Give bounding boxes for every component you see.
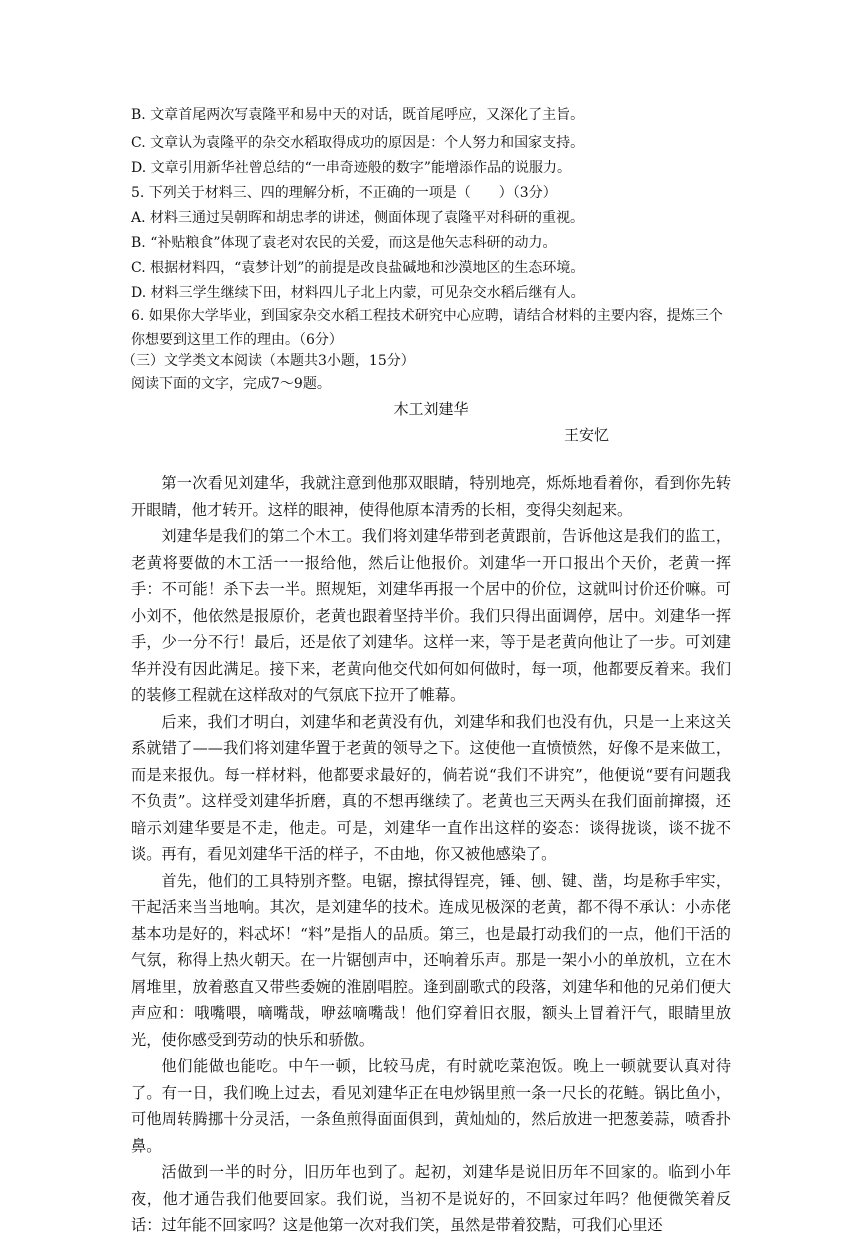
story-paragraph: 刘建华是我们的第二个木工。我们将刘建华带到老黄跟前，告诉他这是我们的监工，老黄将要做的木工活一一报给他，然后让他报价。刘建华一开口报出个天价，老黄一挥手：不可能！杀下去一半。照规矩，刘建华再报一个居中的价位，这就叫讨价还价嘛。可小刘不，他依然是报原价，老黄也跟着坚持半价。我们只得出面调停，居中。刘建华一挥手，少一分不行！最后，还是依了刘建华。这样一来，等于是老黄向他让了一步。可刘建华并没有因此满足。接下来，老黄向他交代如何如何做时，每一项，他都要反着来。我们的装修工程就在这样敌对的气氛底下拉开了帷幕。	[131, 527, 731, 704]
reading-instruction: 阅读下面的文字，完成7～9题。	[131, 376, 331, 392]
story-paragraph: 后来，我们才明白，刘建华和老黄没有仇，刘建华和我们也没有仇，只是一上来这关系就错了——我们将刘建华置于老黄的领导之下。这使他一直愤愤然，好像不是来做工，而是来报仇。每一样材料，他都要求最好的，倘若说“我们不讲究”，他便说“要有问题我不负责”。这样受刘建华折磨，真的不想再继续了。老黄也三天两头在我们面前撺掇，还暗示刘建华要是不走，他走。可是，刘建华一直作出这样的姿态：谈得拢谈，谈不拢不谈。再有，看见刘建华干活的样子，不由地，你又被他感染了。	[131, 712, 731, 863]
option-b-q5: B. “补贴粮食”体现了袁老对农民的关爱，而这是他矢志科研的动力。	[131, 235, 557, 251]
question-5: 5. 下列关于材料三、四的理解分析，不正确的一项是（ ）（3分）	[131, 185, 557, 201]
story-paragraph: 第一次看见刘建华，我就注意到他那双眼睛，特别地亮，烁烁地看着你，看到你先转开眼睛，他才转开。这样的眼神，使得他原本清秀的长相，变得尖刻起来。	[131, 474, 731, 519]
story-paragraph: 他们能做也能吃。中午一顿，比较马虎，有时就吃菜泡饭。晚上一顿就要认真对待了。有一日，我们晚上过去，看见刘建华正在电炒锅里煎一条一尺长的花鲢。锅比鱼小，可他周转腾挪十分灵活，一条鱼煎得面面俱到，黄灿灿的，然后放进一把葱姜蒜，喷香扑鼻。	[131, 1057, 731, 1155]
option-a-q5: A. 材料三通过吴朝晖和胡忠孝的讲述，侧面体现了袁隆平对科研的重视。	[131, 210, 585, 226]
option-d-q5: D. 材料三学生继续下田，材料四儿子北上内蒙，可见杂交水稻后继有人。	[131, 285, 585, 301]
story-paragraph: 活做到一半的时分，旧历年也到了。起初，刘建华是说旧历年不回家的。临到小年夜，他才通告我们他要回家。我们说，当初不是说好的，不回家过年吗？他便微笑着反话：过年能不回家吗？这是他第一次对我们笑，虽然是带着狡黠，可我们心里还	[131, 1163, 731, 1234]
question-6: 6. 如果你大学毕业，到国家杂交水稻工程技术研究中心应聘，请结合材料的主要内容，提炼三个你想要到这里工作的理由。（6分）	[131, 308, 723, 348]
story-title: 木工刘建华	[393, 400, 469, 418]
story-paragraph: 首先，他们的工具特别齐整。电锯，擦拭得锃亮，锤、刨、键、凿，均是称手牢实，干起活来当当地响。其次，是刘建华的技术。连成见极深的老黄，都不得不承认：小赤佬基本功是好的，料忒坏！“料”是指人的品质。第三，也是最打动我们的一点，他们干活的气氛，称得上热火朝天。在一片锯刨声中，还响着乐声。那是一架小小的单放机，立在木屑堆里，放着憨直又带些委婉的淮剧唱腔。逢到副歌式的段落，刘建华和他的兄弟们便大声应和：哦嘴喂，嘀嘴哉，咿兹嘀嘴哉！他们穿着旧衣服，额头上冒着汗气，眼睛里放光，使你感受到劳动的快乐和骄傲。	[131, 871, 731, 1049]
section-heading: （三）文学类文本阅读（本题共3小题，15分）	[122, 353, 415, 369]
story-author: 王安忆	[564, 426, 610, 444]
option-c-q5: C. 根据材料四，“袁梦计划”的前提是改良盐碱地和沙漠地区的生态环境。	[131, 260, 585, 276]
option-c-q4: C. 文章认为袁隆平的杂交水稻取得成功的原因是：个人努力和国家支持。	[131, 135, 585, 151]
option-b-q4: B. 文章首尾两次写袁隆平和易中天的对话，既首尾呼应，又深化了主旨。	[131, 107, 585, 123]
option-d-q4: D. 文章引用新华社曾总结的“一串奇迹般的数字”能增添作品的说服力。	[131, 160, 571, 176]
story-body	[131, 470, 731, 1239]
